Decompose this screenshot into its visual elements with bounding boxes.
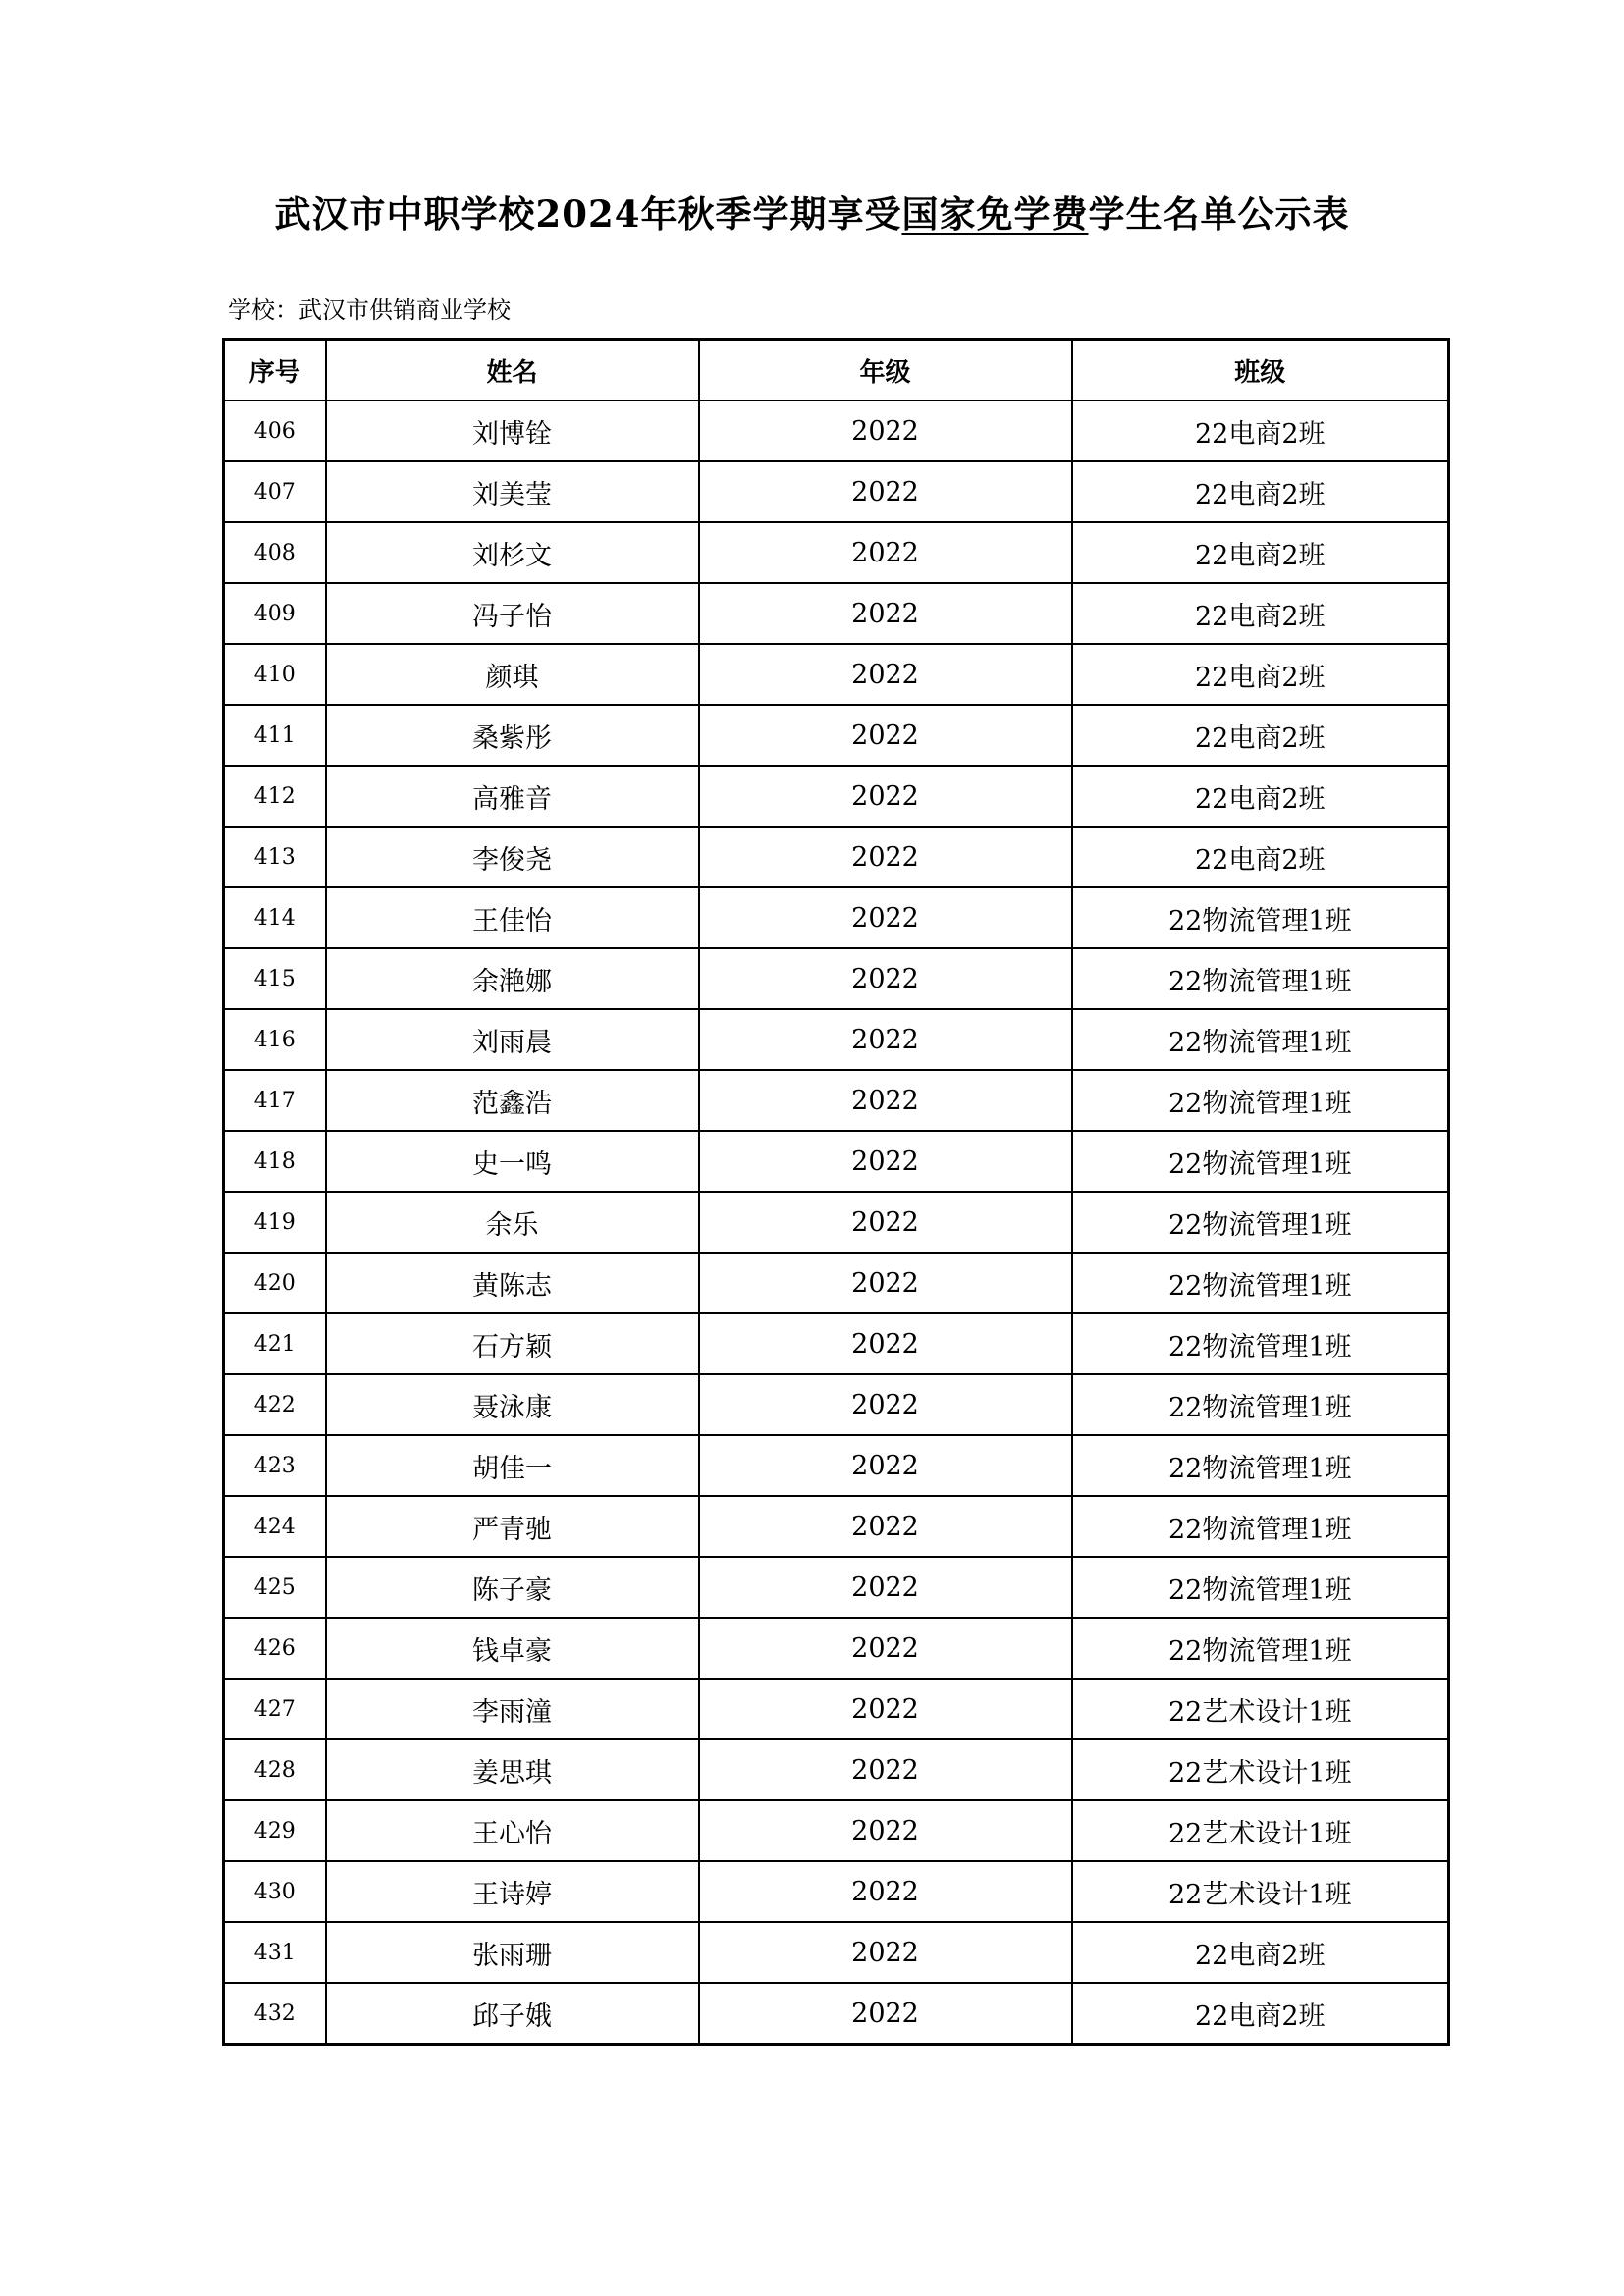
cell-name: 姜思琪 xyxy=(326,1739,699,1800)
cell-grade: 2022 xyxy=(699,400,1072,461)
table-row xyxy=(224,827,1449,887)
cell-grade: 2022 xyxy=(699,766,1072,827)
cell-seq: 406 xyxy=(224,400,326,461)
cell-grade: 2022 xyxy=(699,1983,1072,2045)
cell-grade: 2022 xyxy=(699,1739,1072,1800)
cell-seq: 432 xyxy=(224,1983,326,2045)
title-prefix: 武汉市中职学校2024年秋季学期享受 xyxy=(274,192,902,236)
cell-class: 22物流管理1班 xyxy=(1072,1131,1449,1192)
cell-grade: 2022 xyxy=(699,1070,1072,1131)
cell-seq: 409 xyxy=(224,583,326,644)
cell-class: 22物流管理1班 xyxy=(1072,1192,1449,1253)
cell-seq: 419 xyxy=(224,1192,326,1253)
cell-grade: 2022 xyxy=(699,461,1072,522)
table-body xyxy=(224,400,1449,2045)
cell-name: 黄陈志 xyxy=(326,1253,699,1313)
cell-name: 李雨潼 xyxy=(326,1679,699,1739)
cell-name: 高雅音 xyxy=(326,766,699,827)
table-row xyxy=(224,644,1449,705)
cell-seq: 414 xyxy=(224,887,326,948)
cell-grade: 2022 xyxy=(699,1009,1072,1070)
cell-grade: 2022 xyxy=(699,1861,1072,1922)
table-row xyxy=(224,1374,1449,1435)
cell-seq: 413 xyxy=(224,827,326,887)
cell-seq: 410 xyxy=(224,644,326,705)
cell-class: 22艺术设计1班 xyxy=(1072,1739,1449,1800)
cell-name: 余滟娜 xyxy=(326,948,699,1009)
table-row xyxy=(224,1739,1449,1800)
table-row xyxy=(224,1557,1449,1618)
cell-name: 陈子豪 xyxy=(326,1557,699,1618)
header-grade: 年级 xyxy=(699,340,1072,401)
table-row xyxy=(224,948,1449,1009)
cell-seq: 415 xyxy=(224,948,326,1009)
cell-class: 22电商2班 xyxy=(1072,522,1449,583)
table-row xyxy=(224,1861,1449,1922)
cell-name: 钱卓豪 xyxy=(326,1618,699,1679)
cell-seq: 421 xyxy=(224,1313,326,1374)
cell-name: 王诗婷 xyxy=(326,1861,699,1922)
cell-seq: 425 xyxy=(224,1557,326,1618)
cell-class: 22物流管理1班 xyxy=(1072,1496,1449,1557)
cell-grade: 2022 xyxy=(699,1922,1072,1983)
table-row xyxy=(224,1800,1449,1861)
table-row xyxy=(224,1070,1449,1131)
header-name: 姓名 xyxy=(326,340,699,401)
table-row xyxy=(224,1496,1449,1557)
cell-class: 22电商2班 xyxy=(1072,583,1449,644)
cell-class: 22物流管理1班 xyxy=(1072,1253,1449,1313)
cell-grade: 2022 xyxy=(699,1435,1072,1496)
student-roster-table xyxy=(222,338,1450,2046)
table-row xyxy=(224,1253,1449,1313)
cell-seq: 423 xyxy=(224,1435,326,1496)
cell-grade: 2022 xyxy=(699,1374,1072,1435)
cell-name: 范鑫浩 xyxy=(326,1070,699,1131)
cell-grade: 2022 xyxy=(699,827,1072,887)
cell-grade: 2022 xyxy=(699,887,1072,948)
page-title xyxy=(0,185,1624,238)
cell-name: 余乐 xyxy=(326,1192,699,1253)
cell-grade: 2022 xyxy=(699,1800,1072,1861)
cell-class: 22电商2班 xyxy=(1072,766,1449,827)
cell-name: 胡佳一 xyxy=(326,1435,699,1496)
table-row xyxy=(224,522,1449,583)
cell-name: 冯子怡 xyxy=(326,583,699,644)
cell-grade: 2022 xyxy=(699,1557,1072,1618)
cell-seq: 412 xyxy=(224,766,326,827)
school-name-line: 学校：武汉市供销商业学校 xyxy=(228,296,511,324)
cell-class: 22物流管理1班 xyxy=(1072,1374,1449,1435)
cell-class: 22电商2班 xyxy=(1072,644,1449,705)
cell-grade: 2022 xyxy=(699,1253,1072,1313)
table-row xyxy=(224,705,1449,766)
cell-class: 22物流管理1班 xyxy=(1072,1557,1449,1618)
table-row xyxy=(224,1679,1449,1739)
cell-name: 李俊尧 xyxy=(326,827,699,887)
cell-seq: 411 xyxy=(224,705,326,766)
cell-name: 严青驰 xyxy=(326,1496,699,1557)
cell-class: 22电商2班 xyxy=(1072,827,1449,887)
table-row xyxy=(224,1435,1449,1496)
cell-class: 22电商2班 xyxy=(1072,400,1449,461)
cell-seq: 420 xyxy=(224,1253,326,1313)
table-row xyxy=(224,887,1449,948)
cell-grade: 2022 xyxy=(699,705,1072,766)
cell-name: 史一鸣 xyxy=(326,1131,699,1192)
cell-grade: 2022 xyxy=(699,1313,1072,1374)
cell-class: 22物流管理1班 xyxy=(1072,1313,1449,1374)
cell-name: 刘雨晨 xyxy=(326,1009,699,1070)
cell-name: 聂泳康 xyxy=(326,1374,699,1435)
cell-seq: 422 xyxy=(224,1374,326,1435)
cell-class: 22电商2班 xyxy=(1072,705,1449,766)
header-row xyxy=(224,340,1449,401)
table-row xyxy=(224,1618,1449,1679)
table-row xyxy=(224,1922,1449,1983)
title-suffix: 学生名单公示表 xyxy=(1088,192,1350,236)
cell-class: 22电商2班 xyxy=(1072,461,1449,522)
table-header xyxy=(224,340,1449,401)
cell-seq: 418 xyxy=(224,1131,326,1192)
table-row xyxy=(224,1983,1449,2045)
table-row xyxy=(224,1313,1449,1374)
cell-grade: 2022 xyxy=(699,1618,1072,1679)
cell-class: 22物流管理1班 xyxy=(1072,1435,1449,1496)
table-row xyxy=(224,1009,1449,1070)
cell-seq: 427 xyxy=(224,1679,326,1739)
cell-grade: 2022 xyxy=(699,948,1072,1009)
cell-name: 桑紫彤 xyxy=(326,705,699,766)
table-row xyxy=(224,766,1449,827)
cell-class: 22艺术设计1班 xyxy=(1072,1679,1449,1739)
cell-class: 22物流管理1班 xyxy=(1072,1070,1449,1131)
cell-seq: 408 xyxy=(224,522,326,583)
header-class: 班级 xyxy=(1072,340,1449,401)
cell-class: 22艺术设计1班 xyxy=(1072,1800,1449,1861)
table-row xyxy=(224,461,1449,522)
cell-name: 刘博铨 xyxy=(326,400,699,461)
cell-grade: 2022 xyxy=(699,1192,1072,1253)
cell-name: 邱子娥 xyxy=(326,1983,699,2045)
cell-seq: 417 xyxy=(224,1070,326,1131)
cell-name: 刘美莹 xyxy=(326,461,699,522)
cell-class: 22电商2班 xyxy=(1072,1983,1449,2045)
cell-name: 石方颖 xyxy=(326,1313,699,1374)
cell-class: 22物流管理1班 xyxy=(1072,948,1449,1009)
cell-class: 22物流管理1班 xyxy=(1072,1009,1449,1070)
cell-class: 22物流管理1班 xyxy=(1072,887,1449,948)
cell-seq: 426 xyxy=(224,1618,326,1679)
cell-name: 刘杉文 xyxy=(326,522,699,583)
cell-seq: 428 xyxy=(224,1739,326,1800)
cell-name: 王佳怡 xyxy=(326,887,699,948)
cell-grade: 2022 xyxy=(699,1679,1072,1739)
cell-grade: 2022 xyxy=(699,583,1072,644)
cell-seq: 430 xyxy=(224,1861,326,1922)
cell-grade: 2022 xyxy=(699,644,1072,705)
table-row xyxy=(224,1131,1449,1192)
cell-class: 22物流管理1班 xyxy=(1072,1618,1449,1679)
cell-grade: 2022 xyxy=(699,1496,1072,1557)
cell-name: 王心怡 xyxy=(326,1800,699,1861)
cell-seq: 407 xyxy=(224,461,326,522)
cell-seq: 416 xyxy=(224,1009,326,1070)
cell-seq: 431 xyxy=(224,1922,326,1983)
cell-class: 22艺术设计1班 xyxy=(1072,1861,1449,1922)
cell-name: 张雨珊 xyxy=(326,1922,699,1983)
cell-seq: 424 xyxy=(224,1496,326,1557)
table-row xyxy=(224,583,1449,644)
cell-seq: 429 xyxy=(224,1800,326,1861)
cell-name: 颜琪 xyxy=(326,644,699,705)
cell-grade: 2022 xyxy=(699,1131,1072,1192)
table-row xyxy=(224,400,1449,461)
title-underlined-subsidy: 国家免学费 xyxy=(901,192,1089,236)
cell-class: 22电商2班 xyxy=(1072,1922,1449,1983)
cell-grade: 2022 xyxy=(699,522,1072,583)
table-row xyxy=(224,1192,1449,1253)
header-seq: 序号 xyxy=(224,340,326,401)
